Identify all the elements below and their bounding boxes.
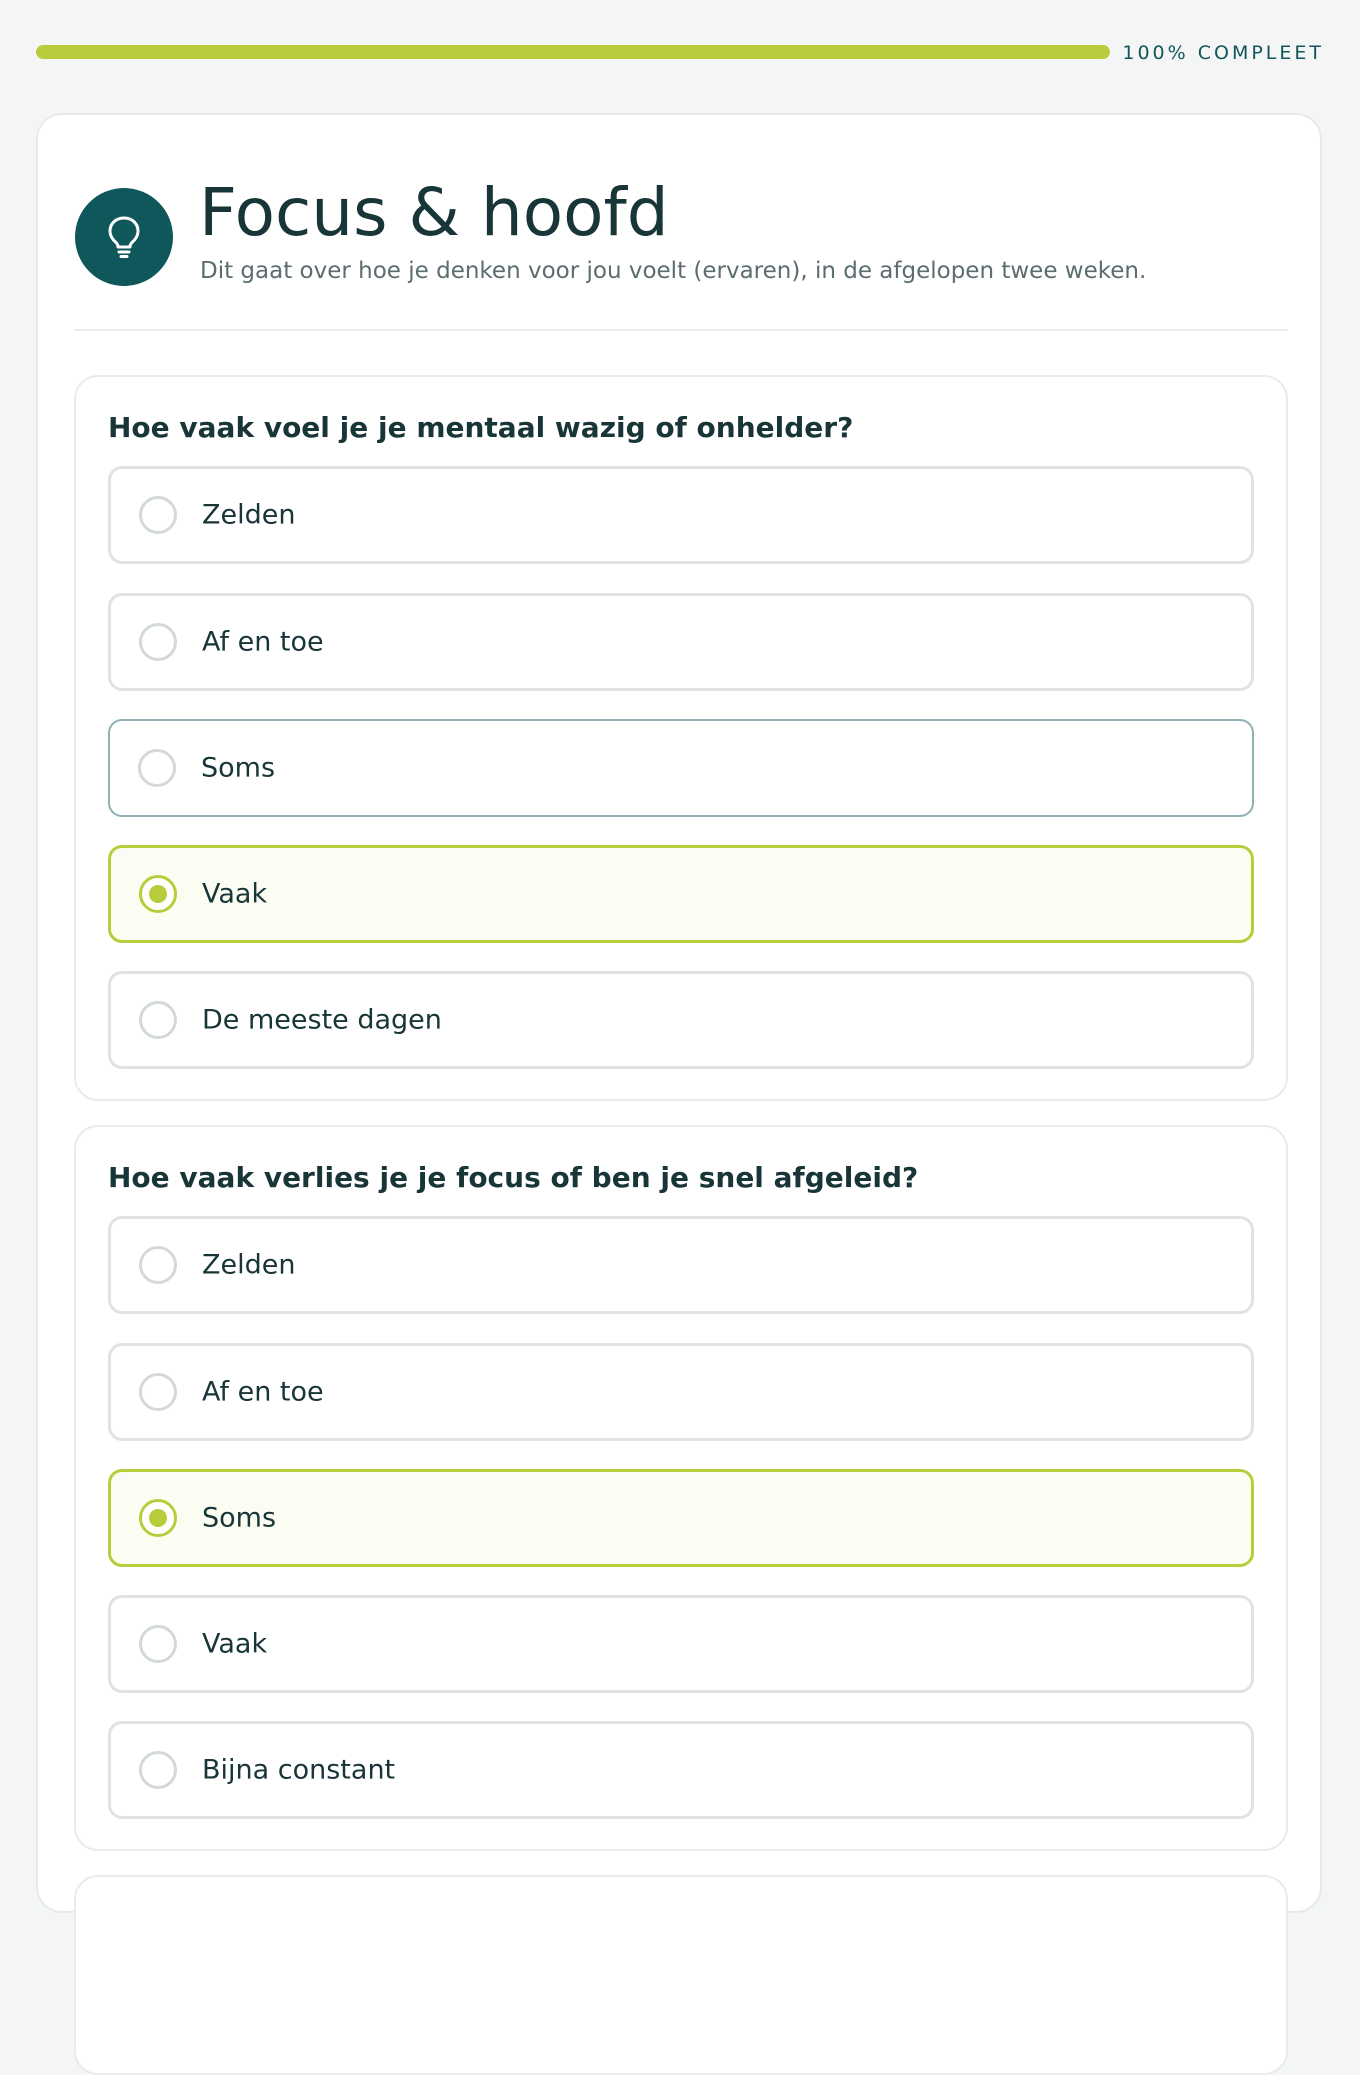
answer-option[interactable] [108,1216,1254,1314]
radio-button[interactable] [138,749,176,787]
answer-option-label: Af en toe [202,1376,324,1408]
answer-option-label: Bijna constant [202,1754,396,1786]
answer-option[interactable] [108,1343,1254,1441]
lightbulb-icon [75,188,173,286]
answer-option[interactable] [108,719,1254,817]
answer-option[interactable] [108,971,1254,1069]
answer-option-label: Vaak [202,878,268,910]
question-card-next [74,1875,1288,2075]
section-subtitle: Dit gaat over hoe je denken voor jou voelt (ervaren), in de afgelopen twee weken. [200,258,1147,284]
answer-option[interactable] [108,593,1254,691]
answer-option[interactable] [108,845,1254,943]
answer-option-label: Vaak [202,1628,268,1660]
divider [74,329,1288,331]
radio-button[interactable] [139,1373,177,1411]
answer-option[interactable] [108,1721,1254,1819]
radio-button[interactable] [139,623,177,661]
question-card-focus-loss [74,1125,1288,1851]
question-title: Hoe vaak voel je je mentaal wazig of onhelder? [108,411,854,444]
answer-option-label: Zelden [202,499,296,531]
section-card [36,113,1322,1913]
answer-option-label: Af en toe [202,626,324,658]
section-title: Focus & hoofd [199,174,669,251]
question-card-mental-fog [74,375,1288,1101]
answer-option[interactable] [108,1595,1254,1693]
radio-button[interactable] [139,1246,177,1284]
radio-button[interactable] [139,875,177,913]
answer-option-label: Soms [201,752,276,784]
progress-fill [36,45,1110,59]
radio-button[interactable] [139,496,177,534]
radio-button[interactable] [139,1001,177,1039]
answer-option[interactable] [108,1469,1254,1567]
radio-button[interactable] [139,1625,177,1663]
progress-bar [36,40,1324,64]
answer-option-label: Zelden [202,1249,296,1281]
answer-option[interactable] [108,466,1254,564]
answer-option-label: Soms [202,1502,277,1534]
question-title: Hoe vaak verlies je je focus of ben je snel afgeleid? [108,1161,919,1194]
answer-option-label: De meeste dagen [202,1004,442,1036]
progress-track [36,45,1110,59]
progress-label: 100% COMPLEET [1122,42,1324,64]
radio-button[interactable] [139,1751,177,1789]
radio-button[interactable] [139,1499,177,1537]
